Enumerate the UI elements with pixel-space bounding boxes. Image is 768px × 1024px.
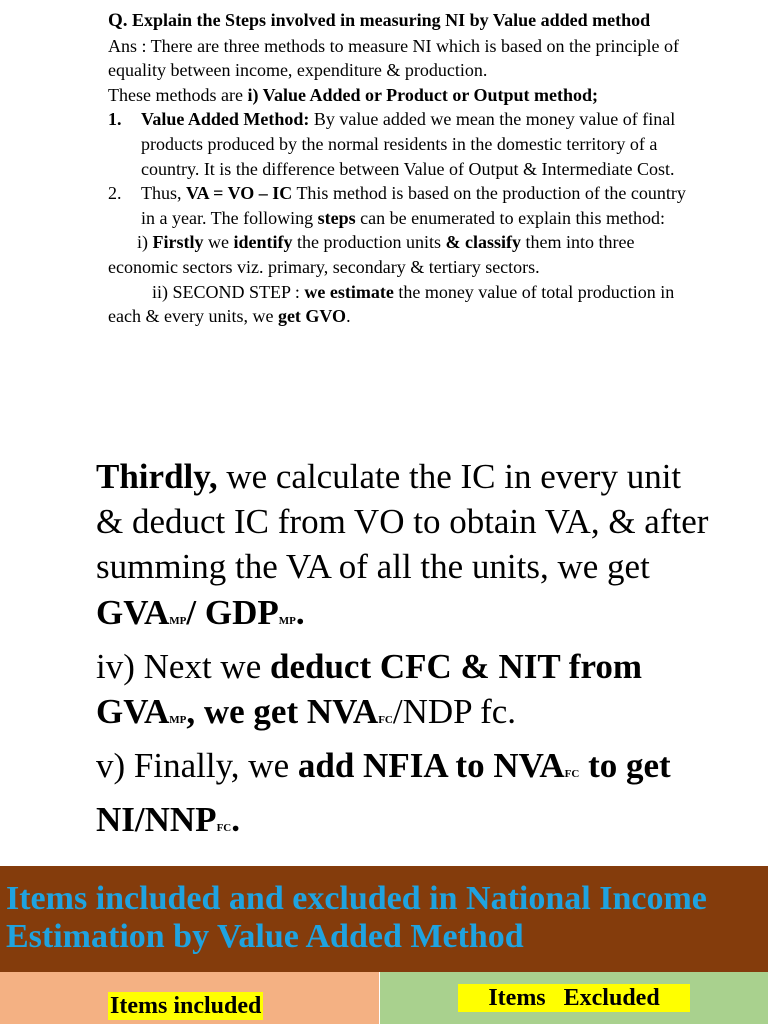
step-five-nnp: to get NI/NNP (96, 746, 671, 840)
step-four-ndp: /NDP fc. (392, 692, 517, 732)
fc-subscript: FC (378, 714, 393, 727)
fc-subscript: FC (564, 768, 580, 781)
period: . (231, 800, 240, 840)
step-one-pre: i) (137, 232, 153, 253)
step-two-t1: the money value of total production in each & every units, we (108, 281, 675, 327)
list-item-formula (108, 181, 688, 230)
methods-lead: These methods are (108, 84, 248, 105)
items-included-header: Items included (110, 993, 262, 1019)
thirdly-text: we calculate the IC in every unit & deduct IC from VO to obtain VA, & after summing the VA of all the units, we get (96, 457, 709, 587)
step-one-t1: we (203, 232, 234, 253)
step-two-estimate: we estimate (304, 281, 394, 302)
question-heading (108, 8, 688, 34)
methods-bold: i) Value Added or Product or Output method; (247, 84, 599, 105)
step-two-pre: ii) SECOND STEP : (152, 281, 305, 302)
step-four-bold: deduct CFC & NIT from GVA (96, 646, 643, 732)
mp-subscript: MP (278, 614, 296, 627)
item-post: can be enumerated to explain this method: (355, 207, 666, 228)
step-four-text: iv) Next we (96, 646, 270, 686)
step-two-t2: . (346, 306, 351, 327)
answer-intro: Ans : There are three methods to measure NI which is based on the principle of equality between income, expenditure & production. (108, 35, 679, 81)
steps-word: steps (317, 207, 356, 228)
large-steps-block (96, 454, 716, 852)
question-label: Q. (108, 10, 128, 31)
period: . (295, 592, 305, 632)
fc-subscript: FC (216, 822, 232, 835)
step-three (96, 454, 716, 644)
gva-term: GVA (96, 592, 170, 632)
item-pre: Thus, (141, 183, 186, 204)
list-item-value-added (108, 107, 688, 181)
mp-subscript: MP (169, 714, 187, 727)
thirdly-word: Thirdly, (96, 457, 218, 496)
step-one-t3: them into three economic sectors viz. primary, secondary & tertiary sectors. (108, 232, 635, 277)
mp-subscript: MP (169, 614, 187, 627)
step-one (108, 230, 688, 279)
question-text: Explain the Steps involved in measuring NI by Value added method (127, 10, 651, 30)
step-four-nva: , we get NVA (186, 692, 379, 732)
step-four (96, 644, 716, 743)
step-five-text: v) Finally, we (96, 746, 298, 786)
formula: VA = VO – IC (186, 183, 293, 204)
item-mid: This method is based on the production of the country in a year. The following (141, 183, 686, 228)
methods-line (108, 83, 688, 108)
gdp-term: / GDP (186, 592, 279, 632)
items-excluded-header: Items Excluded (458, 984, 690, 1012)
step-five (96, 743, 716, 851)
step-one-t2: the production units (292, 232, 446, 253)
list-number: 2. (108, 183, 122, 204)
item-text: By value added we mean the money value of final products produced by the normal residents in the domestic territory of a country. It is the difference between Value of Output & Intermediate Cost. (141, 109, 676, 179)
question-answer-block (108, 8, 688, 329)
banner-title: Items included and excluded in National Income Estimation by Value Added Method (6, 880, 707, 955)
step-one-firstly: Firstly (152, 232, 204, 253)
list-number: 1. (108, 109, 122, 130)
step-two (108, 280, 688, 329)
step-five-bold: add NFIA to NVA (297, 746, 565, 786)
item-bold: Value Added Method: (141, 109, 310, 130)
step-one-classify: & classify (445, 232, 521, 253)
step-two-gvo: get GVO (277, 306, 347, 327)
step-one-identify: identify (233, 232, 293, 253)
